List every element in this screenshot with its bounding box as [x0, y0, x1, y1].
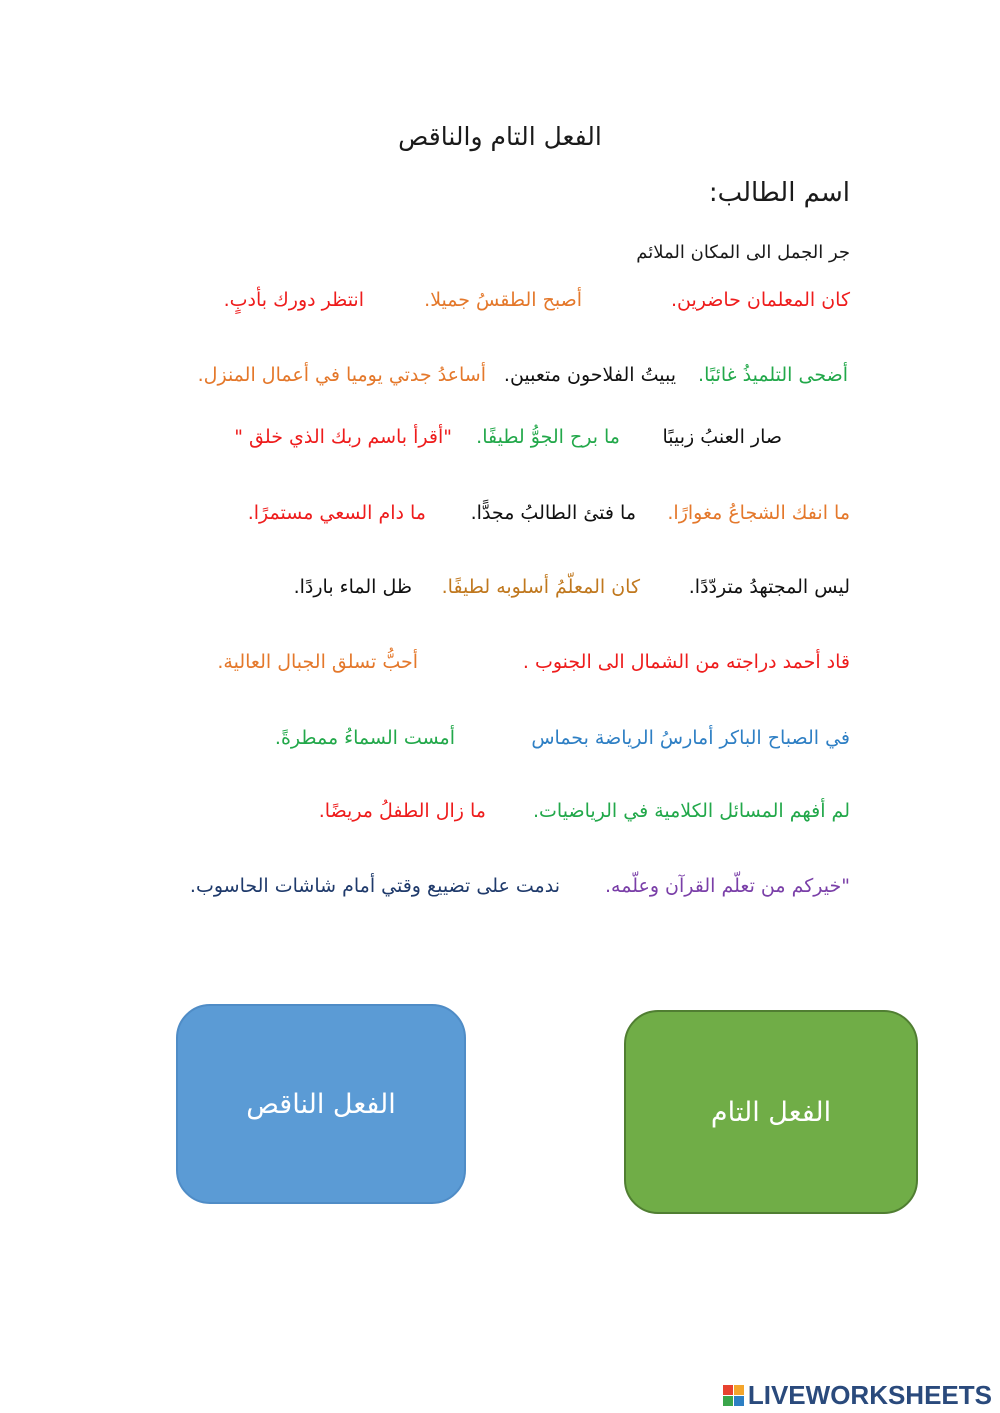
draggable-sentence[interactable]: ليس المجتهدُ متردّدًا. — [688, 576, 850, 598]
draggable-sentence[interactable]: أحبُّ تسلق الجبال العالية. — [217, 651, 418, 673]
draggable-sentence[interactable]: في الصباح الباكر أمارسُ الرياضة بحماس — [531, 727, 850, 749]
drop-zone-tam-label: الفعل التام — [710, 1096, 832, 1128]
draggable-sentence[interactable]: صار العنبُ زبيبًا — [662, 426, 782, 448]
logo-mark-icon — [723, 1385, 744, 1406]
drop-zone-naqis[interactable] — [176, 1004, 466, 1204]
student-name-label: اسم الطالب: — [708, 178, 850, 208]
draggable-sentence[interactable]: يبيتُ الفلاحون متعبين. — [503, 364, 676, 386]
draggable-sentence[interactable]: أصبح الطقسُ جميلا. — [424, 289, 582, 311]
draggable-sentence[interactable]: ما برح الجوُّ لطيفًا. — [476, 426, 620, 448]
draggable-sentence[interactable]: أضحى التلميذُ غائبًا. — [698, 364, 848, 386]
draggable-sentence[interactable]: ظل الماء باردًا. — [293, 576, 412, 598]
draggable-sentence[interactable]: ما زال الطفلُ مريضًا. — [318, 800, 486, 822]
draggable-sentence[interactable]: لم أفهم المسائل الكلامية في الرياضيات. — [533, 800, 850, 822]
drop-zone-tam[interactable] — [624, 1010, 918, 1214]
draggable-sentence[interactable]: ما فتئ الطالبُ مجدًّا. — [470, 502, 636, 524]
instruction-text: جر الجمل الى المكان الملائم — [636, 242, 850, 263]
page-title: الفعل التام والناقص — [398, 122, 602, 151]
brand-name: LIVEWORKSHEETS — [747, 1380, 992, 1410]
draggable-sentence[interactable]: كان المعلمان حاضرين. — [670, 289, 850, 311]
liveworksheets-logo — [723, 1380, 992, 1411]
draggable-sentence[interactable]: أساعدُ جدتي يوميا في أعمال المنزل. — [197, 364, 486, 386]
draggable-sentence[interactable]: "أقرأ باسم ربك الذي خلق " — [234, 426, 452, 448]
draggable-sentence[interactable]: ما دام السعي مستمرًا. — [247, 502, 426, 524]
draggable-sentence[interactable]: ما انفك الشجاعُ مغوارًا. — [667, 502, 850, 524]
draggable-sentence[interactable]: "خيركم من تعلّم القرآن وعلّمه. — [605, 875, 850, 897]
drop-zone-naqis-label: الفعل الناقص — [246, 1088, 396, 1120]
draggable-sentence[interactable]: ندمت على تضييع وقتي أمام شاشات الحاسوب. — [189, 875, 560, 897]
draggable-sentence[interactable]: كان المعلّمُ أسلوبه لطيفًا. — [441, 576, 640, 598]
draggable-sentence[interactable]: انتظر دورك بأدبٍ. — [223, 289, 364, 311]
draggable-sentence[interactable]: أمست السماءُ ممطرةً. — [274, 727, 455, 749]
draggable-sentence[interactable]: قاد أحمد دراجته من الشمال الى الجنوب . — [522, 651, 850, 673]
